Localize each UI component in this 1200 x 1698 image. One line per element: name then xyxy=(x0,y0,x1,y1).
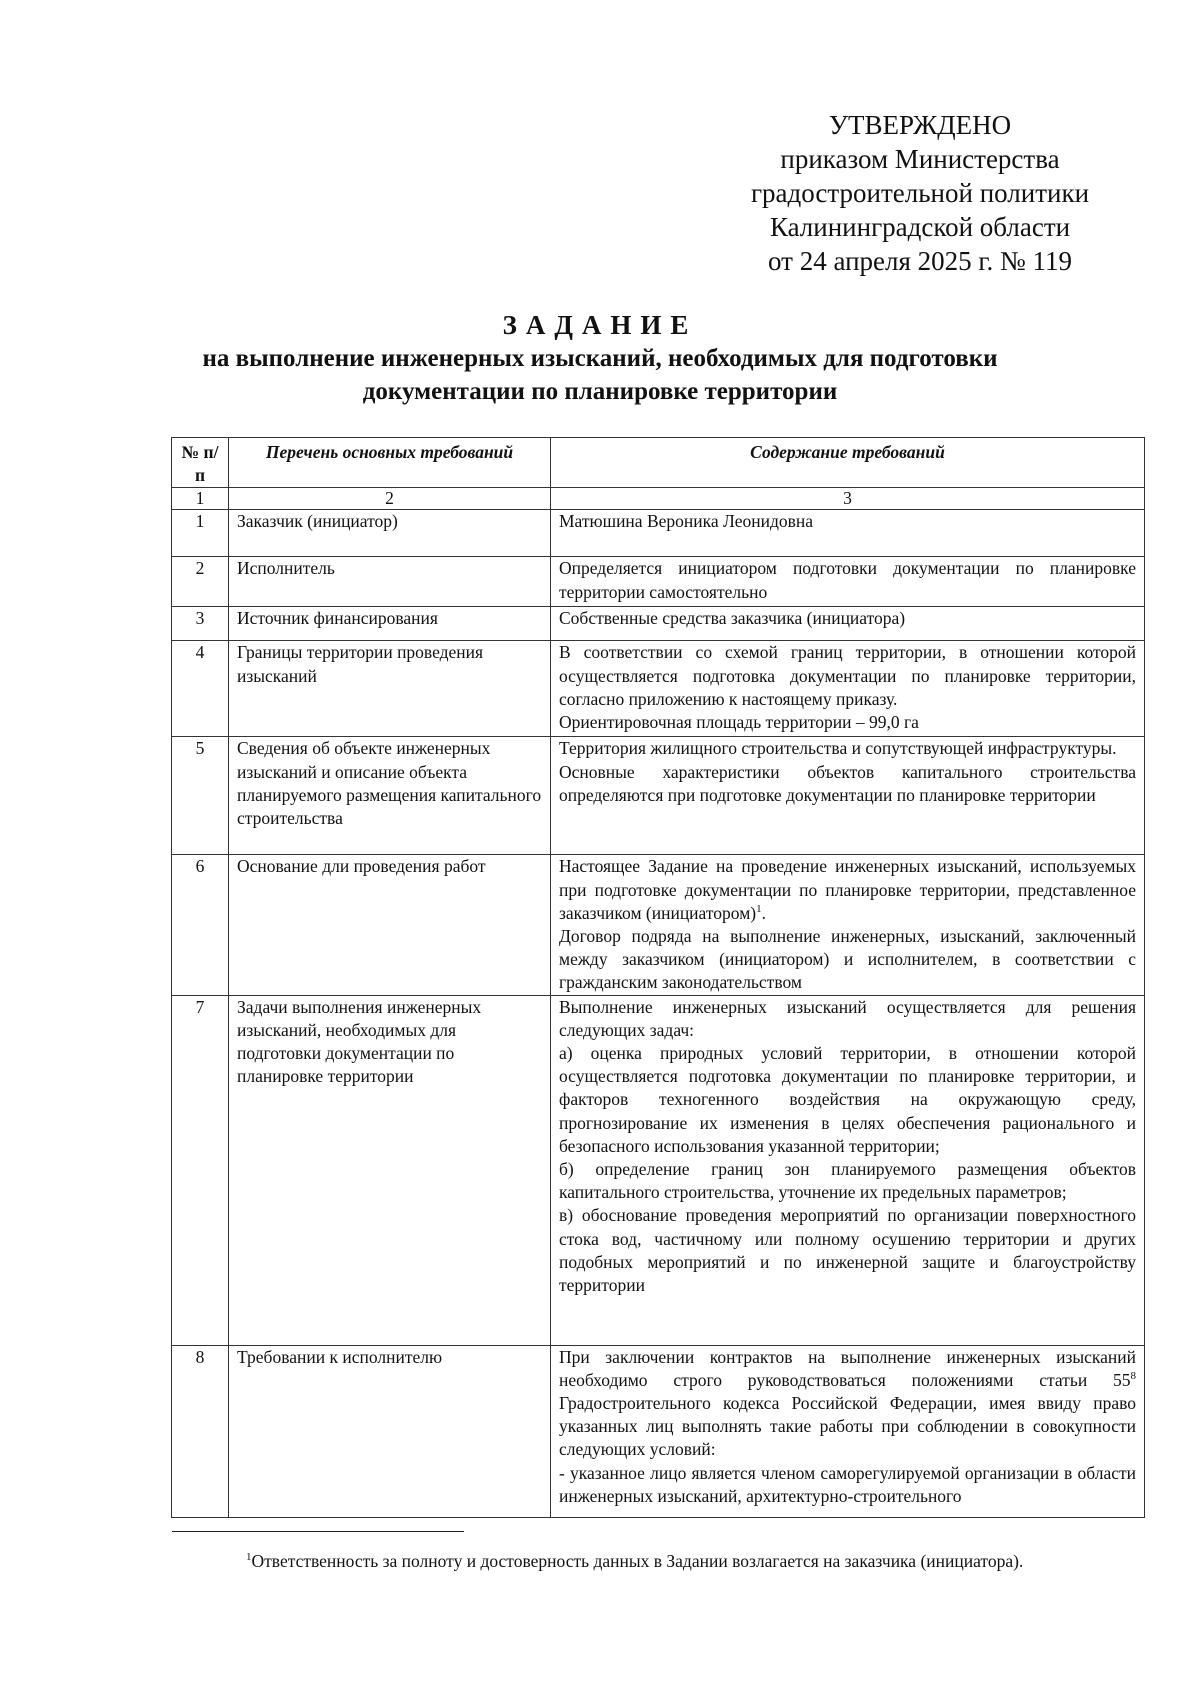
approval-line: Калининградской области xyxy=(769,212,1071,242)
row-num: 5 xyxy=(172,737,229,855)
title-line-2: документации по планировке территории xyxy=(362,378,838,405)
row-content xyxy=(551,737,1145,855)
row-requirement: Источник финансирования xyxy=(229,607,551,641)
column-number: 1 xyxy=(172,488,229,510)
row-content xyxy=(551,641,1145,737)
content-paragraph: Собственные средства заказчика (инициатора) xyxy=(559,608,906,629)
row-content xyxy=(551,855,1145,995)
footnote-text: Ответственность за полноту и достоверность данных в Задании возлагается на заказчика (инициатора). xyxy=(251,1551,1024,1571)
column-number: 2 xyxy=(229,488,551,510)
row-num: 3 xyxy=(172,607,229,641)
row-requirement: Основание дли проведения работ xyxy=(229,855,551,995)
approval-stamp xyxy=(700,108,1140,278)
requirements-table xyxy=(171,437,1145,1518)
row-content xyxy=(551,1345,1145,1517)
table-header-row xyxy=(172,438,1145,488)
row-requirement: Требовании к исполнителю xyxy=(229,1345,551,1517)
approval-line: приказом Министерства xyxy=(780,144,1060,174)
header-num: № п/п xyxy=(172,438,229,488)
table-row xyxy=(172,641,1145,737)
content-paragraph: в) обоснование проведения мероприятий по организации поверхностного стока вод, частичному или полному осушению территории и других подобных мероприятий и по инженерной защите и благоустройству территории xyxy=(559,1205,1136,1296)
footnote xyxy=(246,1550,1023,1572)
content-paragraph: Настоящее Задание на проведение инженерных изысканий, используемых при подготовке документации по планировке территории, представленное заказчиком (инициатором)$^1$. xyxy=(559,856,1136,923)
row-content xyxy=(551,995,1145,1345)
content-text: При заключении контрактов на выполнение инженерных изысканий необходимо строго руководствоваться положениями статьи 55 xyxy=(559,1346,1136,1390)
column-number-row xyxy=(172,488,1145,510)
row-num: 2 xyxy=(172,557,229,607)
content-paragraph: Выполнение инженерных изысканий осуществляется для решения следующих задач: xyxy=(559,996,1136,1040)
table-row xyxy=(172,1345,1145,1517)
approval-line: от 24 апреля 2025 г. № 119 xyxy=(768,246,1072,276)
row-content xyxy=(551,557,1145,607)
row-content xyxy=(551,510,1145,557)
row-num: 8 xyxy=(172,1345,229,1517)
document-title xyxy=(0,308,1200,408)
table-row xyxy=(172,737,1145,855)
table-row xyxy=(172,607,1145,641)
row-content xyxy=(551,607,1145,641)
content-paragraph: В соответствии со схемой границ территории, в отношении которой осуществляется подготовка документации по планировке территории, согласно приложению к настоящему приказу. xyxy=(559,642,1136,709)
header-content: Содержание требований xyxy=(551,438,1145,488)
column-number: 3 xyxy=(551,488,1145,510)
row-num: 6 xyxy=(172,855,229,995)
content-paragraph: Ориентировочная площадь территории – 99,0 га xyxy=(559,712,919,733)
row-num: 1 xyxy=(172,510,229,557)
table-row xyxy=(172,855,1145,995)
row-requirement: Сведения об объекте инженерных изысканий и описание объекта планируемого размещения капитального строительства xyxy=(229,737,551,855)
content-paragraph xyxy=(559,1346,1136,1462)
article-superscript: 8 xyxy=(1130,1370,1136,1382)
row-requirement: Заказчик (инициатор) xyxy=(229,510,551,557)
content-paragraph: Договор подряда на выполнение инженерных, изысканий, заключенный между заказчиком (инициатором) и исполнителем, в соответствии с гражданским законодательством xyxy=(559,926,1136,993)
content-text: Настоящее Задание на проведение инженерных изысканий, используемых при подготовке документации по планировке территории, представленное заказчиком (инициатором) xyxy=(559,856,1136,923)
content-paragraph: Определяется инициатором подготовки документации по планировке территории самостоятельно xyxy=(559,558,1136,602)
header-requirement: Перечень основных требований xyxy=(229,438,551,488)
approval-line: градостроительной политики xyxy=(750,178,1090,208)
footnote-separator xyxy=(172,1531,464,1532)
row-num: 4 xyxy=(172,641,229,737)
row-requirement: Границы территории проведения изысканий xyxy=(229,641,551,737)
table-row xyxy=(172,995,1145,1345)
row-requirement: Задачи выполнения инженерных изысканий, необходимых для подготовки документации по планировке территории xyxy=(229,995,551,1345)
content-paragraph: Территория жилищного строительства и сопутствующей инфраструктуры. xyxy=(559,738,1117,759)
approval-line: УТВЕРЖДЕНО xyxy=(828,110,1012,140)
content-paragraph: Матюшина Вероника Леонидовна xyxy=(559,511,814,532)
table-row xyxy=(172,510,1145,557)
row-requirement: Исполнитель xyxy=(229,557,551,607)
content-paragraph: Основные характеристики объектов капитального строительства определяются при подготовке документации по планировке территории xyxy=(559,761,1136,805)
title-word: ЗАДАНИЕ xyxy=(502,310,698,340)
content-paragraph: б) определение границ зон планируемого размещения объектов капитального строительства, уточнение их предельных параметров; xyxy=(559,1159,1136,1203)
content-paragraph: - указанное лицо является членом саморегулируемой организации в области инженерных изысканий, архитектурно-строительного xyxy=(559,1462,1136,1506)
table-row xyxy=(172,557,1145,607)
footnote-marker: 1 xyxy=(246,1551,252,1564)
content-paragraph: а) оценка природных условий территории, в отношении которой осуществляется подготовка документации по планировке территории, и факторов техногенного воздействия на окружающую среду, прогнозирование их изменения в целях обеспечения рационального и безопасного использования указанной территории; xyxy=(559,1043,1136,1156)
title-line-1: на выполнение инженерных изысканий, необходимых для подготовки xyxy=(202,345,998,372)
content-text: Градостроительного кодекса Российской Федерации, имея ввиду право указанных лиц выполнять такие работы при соблюдении в совокупности следующих условий: xyxy=(559,1393,1136,1460)
footnote-marker: 1 xyxy=(756,902,762,915)
row-num: 7 xyxy=(172,995,229,1345)
